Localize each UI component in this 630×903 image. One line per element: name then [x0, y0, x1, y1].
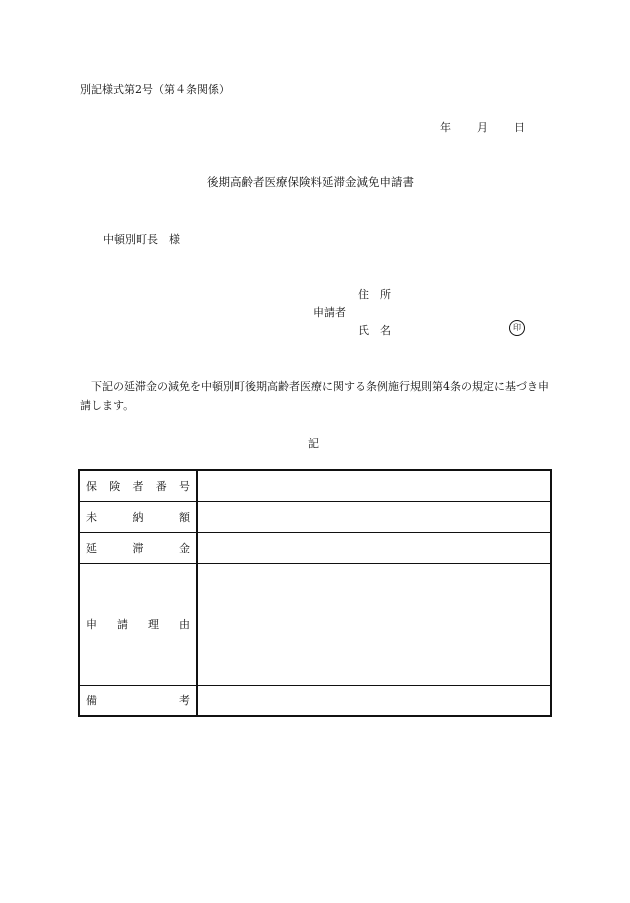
application-table: [78, 469, 552, 717]
date-day-label: 日: [514, 121, 525, 134]
name-label: 氏 名: [358, 324, 391, 337]
label-remarks: 備 考: [79, 685, 197, 716]
date-year-label: 年: [440, 121, 451, 134]
field-insured-number[interactable]: [197, 470, 551, 501]
label-insured-number: 保 険 者 番 号: [79, 470, 197, 501]
document-title: 後期高齢者医療保険料延滞金減免申請書: [207, 175, 414, 189]
date-line: [440, 119, 525, 135]
label-late-fee: 延 滞 金: [79, 532, 197, 563]
table-row-late-fee: [79, 532, 551, 563]
field-remarks[interactable]: [197, 685, 551, 716]
address-label: 住 所: [358, 288, 391, 301]
addressee: 中頓別町長 様: [103, 233, 180, 246]
field-reason[interactable]: [197, 563, 551, 685]
seal-icon: 印: [509, 320, 525, 336]
field-unpaid-amount[interactable]: [197, 501, 551, 532]
table-row-remarks: [79, 685, 551, 716]
table-row-insured-number: [79, 470, 551, 501]
label-reason: 申 請 理 由: [79, 563, 197, 685]
table-row-unpaid-amount: [79, 501, 551, 532]
table-row-reason: [79, 563, 551, 685]
field-late-fee[interactable]: [197, 532, 551, 563]
label-unpaid-amount: 未 納 額: [79, 501, 197, 532]
ki-heading: 記: [308, 437, 319, 450]
form-number: 別記様式第2号（第４条関係）: [80, 83, 230, 96]
body-text: 下記の延滞金の減免を中頓別町後期高齢者医療に関する条例施行規則第4条の規定に基づき申請します。: [80, 380, 549, 412]
date-month-label: 月: [477, 121, 488, 134]
applicant-label: 申請者: [313, 306, 346, 319]
